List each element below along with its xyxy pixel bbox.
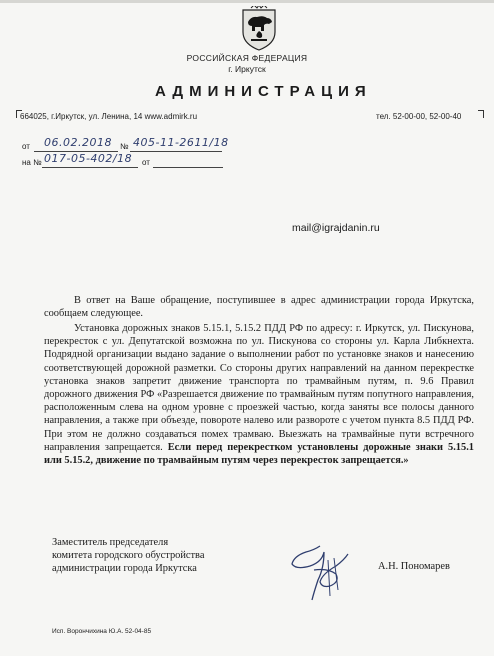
position-line-2: комитета городского обустройства — [52, 550, 205, 561]
recipient-email: mail@igrajdanin.ru — [292, 222, 380, 234]
handwritten-number: 405-11-2611/18 — [133, 136, 229, 149]
address-bracket-right — [478, 110, 484, 118]
number-label: № — [120, 142, 129, 151]
country-name: РОССИЙСКАЯ ФЕДЕРАЦИЯ — [186, 53, 308, 63]
city-name: г. Иркутск — [228, 64, 266, 74]
paragraph-intro: В ответ на Ваше обращение, поступившее в адрес администрации города Иркутска, сообщаем следующее. — [44, 295, 474, 320]
phone-line: тел. 52-00-00, 52-00-40 — [376, 112, 462, 121]
ref-date-underline — [153, 167, 223, 168]
ref-number-label: на № — [22, 158, 42, 167]
administration-title: АДМИНИСТРАЦИЯ — [155, 83, 372, 100]
address-line: 664025, г.Иркутск, ул. Ленина, 14 www.admirk.ru — [20, 112, 198, 121]
handwritten-date: 06.02.2018 — [44, 136, 112, 149]
executor-line: Исп. Ворончихина Ю.А. 52-04-85 — [52, 628, 152, 635]
irkutsk-coat-of-arms-icon — [239, 6, 279, 52]
date-label: от — [22, 142, 30, 151]
paragraph-main-bold: Если перед перекрестком установлены дорожные знаки 5.15.1 или 5.15.2, движение по трамвайным путям через перекресток запрещается.» — [44, 441, 474, 467]
handwritten-ref-number: 017-05-402/18 — [44, 152, 133, 165]
position-line-3: администрации города Иркутска — [52, 563, 197, 574]
position-line-1: Заместитель председателя — [52, 537, 169, 548]
signatory-position — [52, 536, 204, 575]
ref-number-underline — [42, 167, 138, 168]
paragraph-main — [44, 322, 474, 467]
signatory-name: А.Н. Пономарев — [378, 561, 450, 572]
number-underline — [130, 151, 222, 152]
ref-date-label: от — [142, 158, 150, 167]
paragraph-main-text: Установка дорожных знаков 5.15.1, 5.15.2 ПДД РФ по адресу: г. Иркутск, ул. Пискунова, перекресток с ул. Депутатской возможна по ул. Пискунова со стороны ул. Карла Либкнехта. Подрядной организации выдано задание о выполнении работ по установке знаков и нанесению соответствующей дорожной разметки. Со стороны других направлений на данном перекрестке установка знаков запретит движение транспорта по трамвайным путям, п. 9.6 Правил дорожного движения РФ «Разрешается движение по трамвайным путям попутного направления, расположенным слева на одном уровне с проезжей частью, когда заняты все полосы данного направления, а также при объезде, повороте налево или развороте с учетом пункта 8.5 ПДД РФ. При этом не должно создаваться помех трамваю. Выезжать на трамвайные пути встречного направления запрещается. — [44, 323, 474, 453]
handwritten-signature — [284, 540, 356, 602]
scan-edge — [0, 0, 494, 3]
